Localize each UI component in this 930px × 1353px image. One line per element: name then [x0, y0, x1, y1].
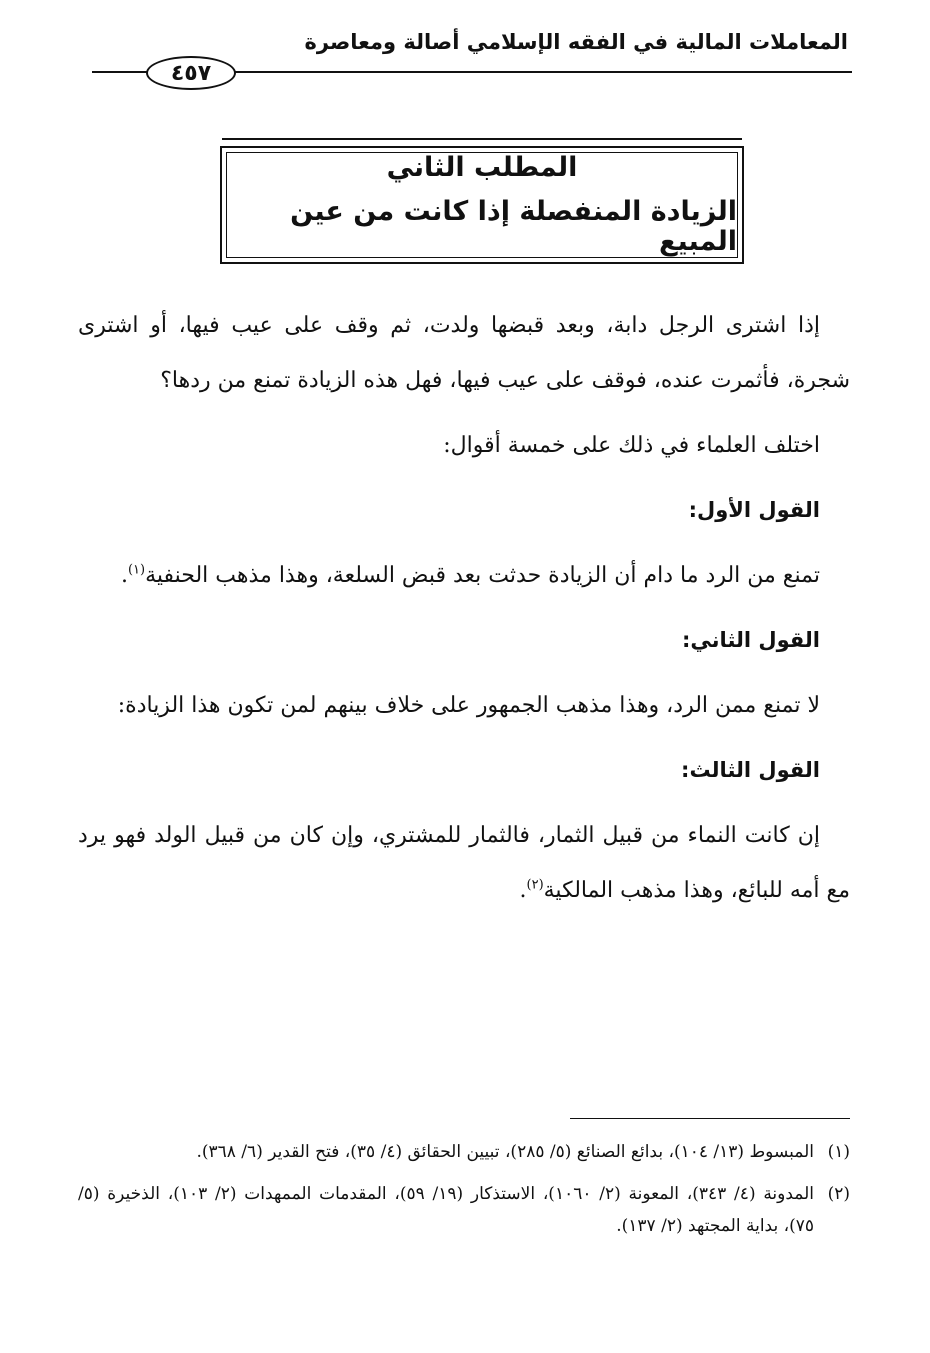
paragraph-text: إن كانت النماء من قبيل الثمار، فالثمار للمشتري، وإن كان من قبيل الولد فهو يرد مع أمه للبائع، وهذا مذهب المالكية [78, 823, 850, 903]
paragraph-end: . [120, 563, 128, 588]
footnote-number: (٢) [827, 1184, 850, 1204]
footnote-ref-1[interactable]: (١) [127, 562, 146, 578]
footnote-number: (١) [827, 1142, 850, 1162]
footnotes [78, 1136, 850, 1252]
paragraph: لا تمنع ممن الرد، وهذا مذهب الجمهور على خلاف بينهم لمن تكون هذا الزيادة: [117, 693, 820, 718]
opinion-heading-first: القول الأول: [688, 498, 820, 522]
title-top-rule [222, 138, 742, 140]
footnote-text: المبسوط (١٣/ ١٠٤)، بدائع الصنائع (٥/ ٢٨٥)، تبيين الحقائق (٤/ ٣٥)، فتح القدير (٦/ ٣٦٨). [196, 1142, 814, 1162]
footnote-item [78, 1178, 850, 1242]
opinion-heading-third: القول الثالث: [681, 758, 820, 782]
footnote-item [78, 1136, 850, 1168]
page-number-badge: ٤٥٧ [146, 56, 236, 90]
paragraph-first-opinion [78, 548, 850, 603]
paragraph-third-opinion [78, 808, 850, 918]
paragraph: اختلف العلماء في ذلك على خمسة أقوال: [443, 433, 820, 458]
paragraph: إذا اشترى الرجل دابة، وبعد قبضها ولدت، ثم وقف على عيب فيها، أو اشترى شجرة، فأثمرت عنده، فوقف على عيب فيها، فهل هذه الزيادة تمنع من ردها؟ [78, 313, 850, 393]
paragraph-end: . [519, 878, 527, 903]
opinion-heading-second: القول الثاني: [682, 628, 820, 652]
section-subtitle: الزيادة المنفصلة إذا كانت من عين المبيع [290, 196, 737, 257]
running-header-title: المعاملات المالية في الفقه الإسلامي أصالة ومعاصرة [304, 30, 848, 54]
footnote-text: المدونة (٤/ ٣٤٣)، المعونة (٢/ ١٠٦٠)، الاستذكار (١٩/ ٥٩)، المقدمات الممهدات (٢/ ١٠٣)، الذخيرة (٥/ ٧٥)، بداية المجتهد (٢/ ١٣٧). [78, 1184, 815, 1236]
main-text [78, 298, 850, 928]
paragraph-text: تمنع من الرد ما دام أن الزيادة حدثت بعد قبض السلعة، وهذا مذهب الحنفية [145, 563, 820, 588]
section-title: المطلب الثاني [386, 152, 578, 184]
footnote-ref-2[interactable]: (٢) [526, 877, 544, 893]
footnote-separator [570, 1118, 850, 1119]
section-title-inner-frame [226, 152, 738, 258]
section-title-frame [220, 146, 744, 264]
